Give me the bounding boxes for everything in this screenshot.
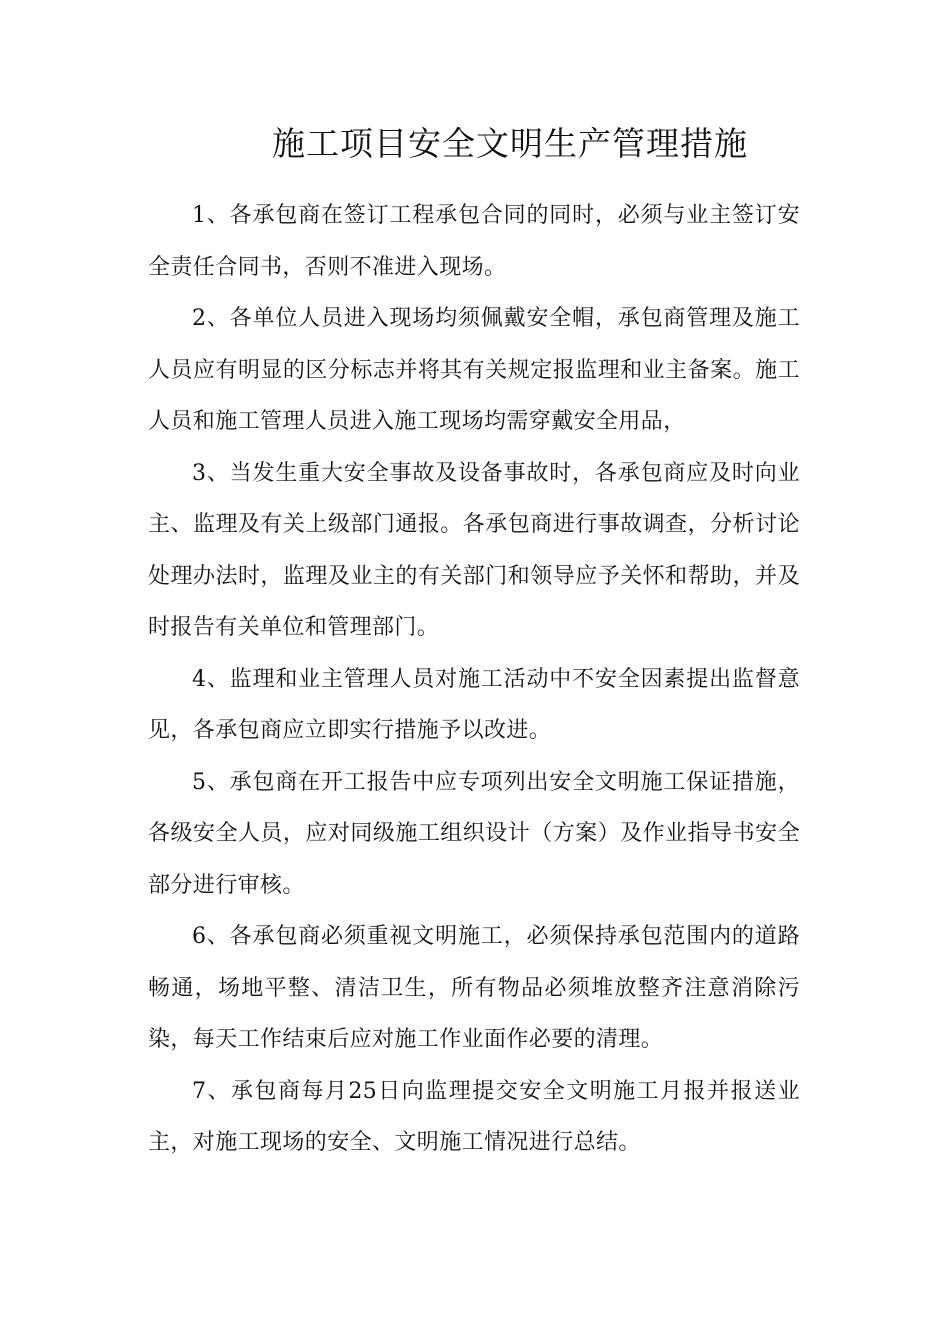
paragraph-7: 7、承包商每月25日向监理提交安全文明施工月报并报送业主，对施工现场的安全、文明施工情况进行总结。 bbox=[148, 1078, 800, 1155]
paragraph-6: 6、各承包商必须重视文明施工，必须保持承包范围内的道路畅通，场地平整、清洁卫生，所有物品必须堆放整齐注意消除污染，每天工作结束后应对施工作业面作必要的清理。 bbox=[148, 924, 800, 1052]
paragraph-3: 3、当发生重大安全事故及设备事故时，各承包商应及时向业主、监理及有关上级部门通报。各承包商进行事故调查，分析讨论处理办法时，监理及业主的有关部门和领导应予关怀和帮助，并及时报告有关单位和管理部门。 bbox=[148, 460, 800, 640]
document-body bbox=[148, 190, 800, 1169]
document-title: 施工项目安全文明生产管理措施 bbox=[272, 124, 748, 163]
paragraph-1: 1、各承包商在签订工程承包合同的同时，必须与业主签订安全责任合同书，否则不准进入现场。 bbox=[148, 203, 800, 280]
paragraph-5: 5、承包商在开工报告中应专项列出安全文明施工保证措施，各级安全人员，应对同级施工组织设计（方案）及作业指导书安全部分进行审核。 bbox=[148, 769, 800, 898]
paragraph-2: 2、各单位人员进入现场均须佩戴安全帽，承包商管理及施工人员应有明显的区分标志并将其有关规定报监理和业主备案。施工人员和施工管理人员进入施工现场均需穿戴安全用品， bbox=[148, 306, 800, 434]
paragraph-4: 4、监理和业主管理人员对施工活动中不安全因素提出监督意见，各承包商应立即实行措施予以改进。 bbox=[148, 666, 800, 743]
